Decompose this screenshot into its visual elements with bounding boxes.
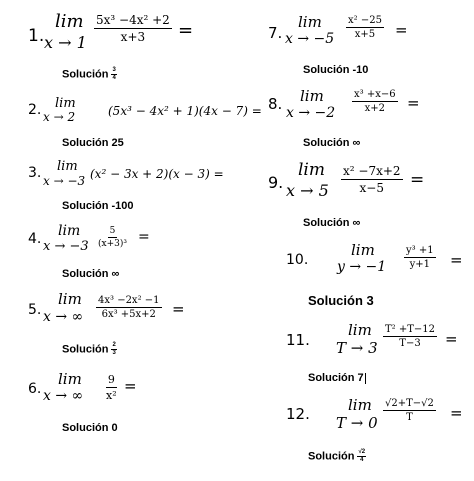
limit-label: lim [58, 290, 82, 308]
limit-label: lim [348, 321, 372, 339]
fraction-denominator: x+2 [364, 103, 385, 114]
solution-5 [62, 342, 117, 357]
problem-number: 8. [268, 95, 283, 113]
limit-label: lim [57, 159, 78, 174]
equals-sign: = [410, 170, 425, 190]
limit-subscript: T → 3 [336, 339, 378, 357]
limit-subscript: y → −1 [337, 259, 387, 275]
fraction-denominator: x+5 [354, 29, 376, 40]
problem-number: 11. [286, 331, 310, 349]
solution-denominator: 4 [112, 75, 116, 81]
fraction [352, 89, 398, 114]
solution-1 [62, 67, 117, 82]
solution-denominator: 4 [360, 457, 364, 463]
limit-expression: (5x³ − 4x² + 1)(4x − 7) = [108, 104, 262, 118]
solution-12 [308, 449, 366, 464]
problem-number: 7. [268, 24, 283, 42]
fraction-numerator: 4x³ −2x² −1 [98, 295, 160, 306]
fraction [341, 164, 403, 195]
fraction-numerator: T² +T−12 [385, 324, 436, 335]
limit-subscript: x → ∞ [43, 309, 84, 325]
problem-number: 2. [28, 102, 42, 118]
fraction-denominator: (x+3)³ [98, 239, 127, 249]
problem-number: 6. [28, 381, 42, 397]
equals-sign: = [450, 251, 463, 269]
fraction-denominator: x+3 [120, 30, 146, 44]
equals-sign: = [138, 229, 150, 245]
solution-11 [308, 372, 366, 384]
equals-sign: = [178, 20, 194, 41]
solution-numerator: √2 [358, 449, 366, 455]
solution-label: Solución [308, 450, 355, 463]
problem-number: 3. [28, 165, 42, 181]
fraction-denominator: y+1 [409, 259, 430, 270]
solution-7: Solución -10 [303, 64, 369, 76]
limit-label: lim [298, 13, 322, 31]
equals-sign: = [445, 330, 458, 348]
fraction-denominator: 6x³ +5x+2 [101, 309, 156, 320]
solution-label: Solución 7 [308, 372, 364, 384]
fraction-numerator: x³ +x−6 [354, 89, 396, 100]
limit-subscript: x → 1 [44, 33, 87, 52]
fraction-denominator: T [406, 412, 413, 423]
solution-fraction [111, 67, 116, 82]
equals-sign: = [172, 300, 185, 318]
fraction-numerator: x² −25 [348, 15, 382, 26]
fraction-numerator: 5x³ −4x² +2 [96, 13, 170, 27]
fraction [383, 324, 437, 349]
solution-numerator: 3 [112, 67, 116, 73]
fraction-numerator: x² −7x+2 [343, 164, 401, 178]
solution-label: Solución [62, 68, 109, 81]
limit-expression: (x² − 3x + 2)(x − 3) = [90, 167, 224, 181]
solution-6: Solución 0 [62, 422, 118, 434]
solution-fraction [357, 449, 366, 464]
fraction-denominator: x−5 [359, 181, 384, 195]
fraction-denominator: x² [106, 389, 117, 402]
problem-number: 1. [28, 26, 45, 46]
limit-label: lim [55, 96, 76, 111]
solution-2: Solución 25 [62, 137, 124, 149]
equals-sign: = [450, 404, 463, 422]
limit-subscript: x → −3 [43, 239, 89, 254]
fraction [96, 295, 162, 320]
solution-numerator: 2 [112, 342, 116, 348]
solution-3: Solución -100 [62, 200, 134, 212]
limit-label: lim [55, 11, 84, 32]
limit-label: lim [58, 370, 82, 388]
limit-label: lim [298, 160, 325, 180]
limit-label: lim [348, 396, 372, 414]
fraction-numerator: 9 [107, 373, 115, 386]
limit-subscript: x → 5 [286, 181, 329, 200]
equals-sign: = [124, 377, 137, 395]
solution-8: Solución ∞ [303, 137, 361, 149]
limit-subscript: x → 2 [43, 110, 76, 124]
limit-label: lim [58, 223, 81, 239]
text-cursor [365, 373, 366, 384]
problem-number: 5. [28, 302, 42, 318]
solution-denominator: 3 [112, 350, 116, 356]
limit-subscript: x → −2 [286, 105, 336, 121]
limit-label: lim [300, 87, 324, 105]
limit-label: lim [351, 241, 375, 259]
fraction-numerator [383, 398, 436, 411]
fraction [94, 13, 172, 44]
fraction-numerator: 5 [109, 226, 116, 236]
problem-number: 12. [286, 405, 310, 423]
solution-10: Solución 3 [308, 293, 374, 308]
problem-number: 10. [286, 252, 309, 268]
limit-subscript: x → −3 [43, 174, 86, 188]
fraction [96, 226, 129, 249]
fraction [383, 398, 436, 423]
fraction [404, 245, 436, 270]
equals-sign: = [395, 21, 408, 39]
solution-9: Solución ∞ [303, 217, 361, 229]
limit-subscript: T → 0 [336, 414, 378, 432]
fraction-denominator: T−3 [399, 338, 421, 349]
limit-subscript: x → −5 [285, 31, 335, 47]
problem-number: 4. [28, 231, 42, 247]
limit-subscript: x → ∞ [43, 388, 84, 404]
solution-label: Solución [62, 343, 109, 356]
fraction [104, 373, 119, 402]
radical-term: √2+T [385, 398, 413, 409]
solution-fraction [111, 342, 116, 357]
fraction [346, 15, 384, 40]
equals-sign: = [407, 94, 420, 112]
problem-number: 9. [268, 173, 284, 192]
solution-4: Solución ∞ [62, 268, 120, 280]
fraction-numerator: y³ +1 [406, 245, 434, 256]
radical-term: −√2 [412, 398, 434, 409]
